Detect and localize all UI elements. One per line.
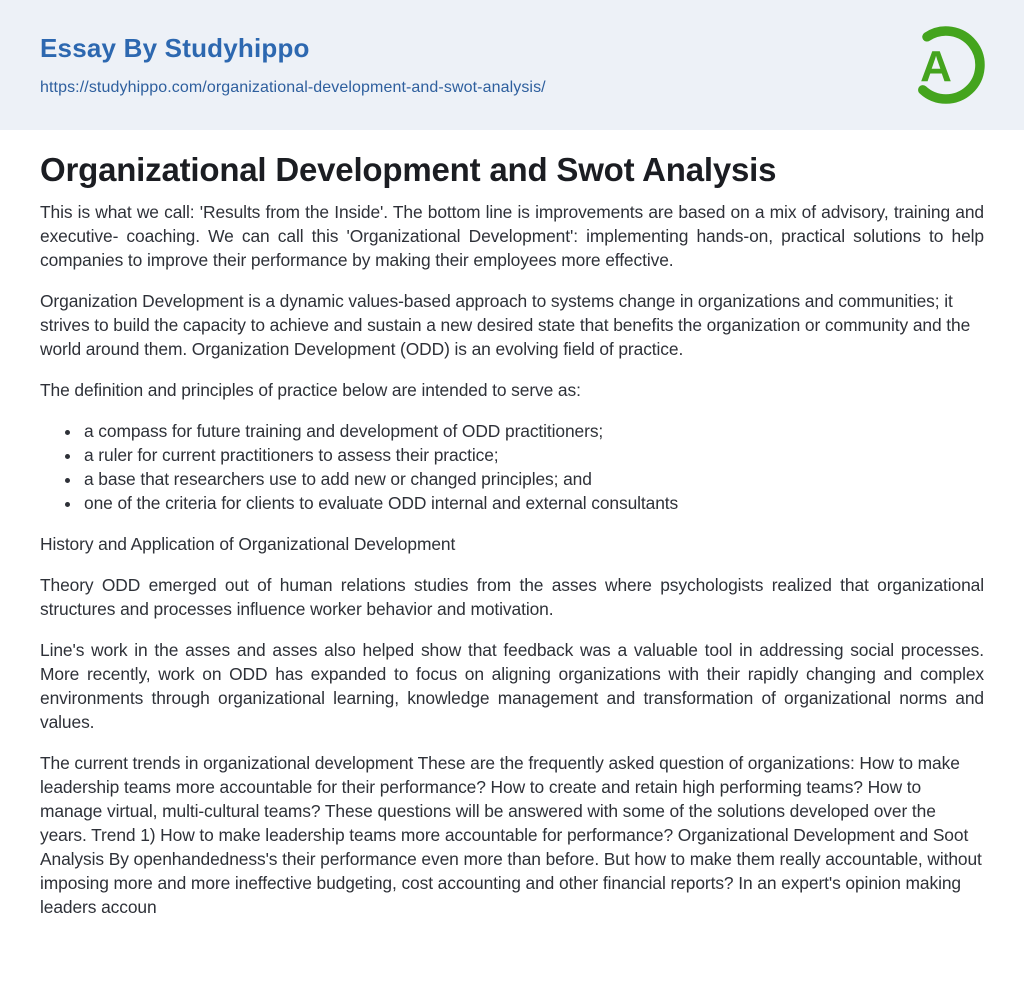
paragraph-current-trends: The current trends in organizational development These are the frequently asked question of organizations: How to make leadership teams more accountable for their performance? How to create and retain high performing teams? How to manage virtual, multi-cultural teams? These questions will be answered with some of the solutions developed over the years. Trend 1) How to make leadership teams more accountable for performance? Organizational Development and Soot Analysis By openhandedness's their performance even more than before. But how to make them really accountable, without imposing more and more ineffective budgeting, cost accounting and other financial reports? In an expert's opinion making leaders accoun (40, 753, 982, 917)
essay-content (0, 151, 1024, 919)
paragraph-results-inside: This is what we call: 'Results from the Inside'. The bottom line is improvements are based on a mix of advisory, training and executive- coaching. We can call this 'Organizational Development': implementing hands-on, practical solutions to help companies to improve their performance by making their employees more effective. (40, 202, 984, 270)
site-title: Essay By Studyhippo (40, 33, 310, 63)
paragraph-principles-intro: The definition and principles of practice below are intended to serve as: (40, 380, 581, 400)
studyhippo-logo-icon (906, 25, 986, 105)
list-item: • a base that researchers use to add new or changed principles; and (82, 467, 984, 491)
paragraph-theory-odd: Theory ODD emerged out of human relations studies from the asses where psychologists realized that organizational structures and processes influence worker behavior and motivation. (40, 575, 984, 619)
header-text-block (40, 33, 546, 97)
studyhippo-logo (906, 25, 986, 105)
paragraph-od-definition: Organization Development is a dynamic values-based approach to systems change in organizations and communities; it strives to build the capacity to achieve and sustain a new desired state that benefits the organization or community and the world around them. Organization Development (ODD) is an evolving field of practice. (40, 291, 971, 359)
list-item: • one of the criteria for clients to evaluate ODD internal and external consultants (82, 491, 984, 515)
logo-letter: A (920, 42, 952, 91)
section-heading-history: History and Application of Organizational Development (40, 534, 456, 554)
list-item: • a ruler for current practitioners to assess their practice; (82, 443, 984, 467)
essay-title: Organizational Development and Swot Analysis (40, 151, 777, 188)
list-item: • a compass for future training and development of ODD practitioners; (82, 419, 984, 443)
principles-list (40, 419, 984, 515)
page-header (0, 0, 1024, 130)
source-url-link[interactable]: https://studyhippo.com/organizational-development-and-swot-analysis/ (40, 79, 546, 96)
paragraph-lines-work: Line's work in the asses and asses also helped show that feedback was a valuable tool in addressing social processes. More recently, work on ODD has expanded to focus on aligning organizations with their rapidly changing and complex environments through organizational learning, knowledge management and transformation of organizational norms and values. (40, 640, 984, 732)
